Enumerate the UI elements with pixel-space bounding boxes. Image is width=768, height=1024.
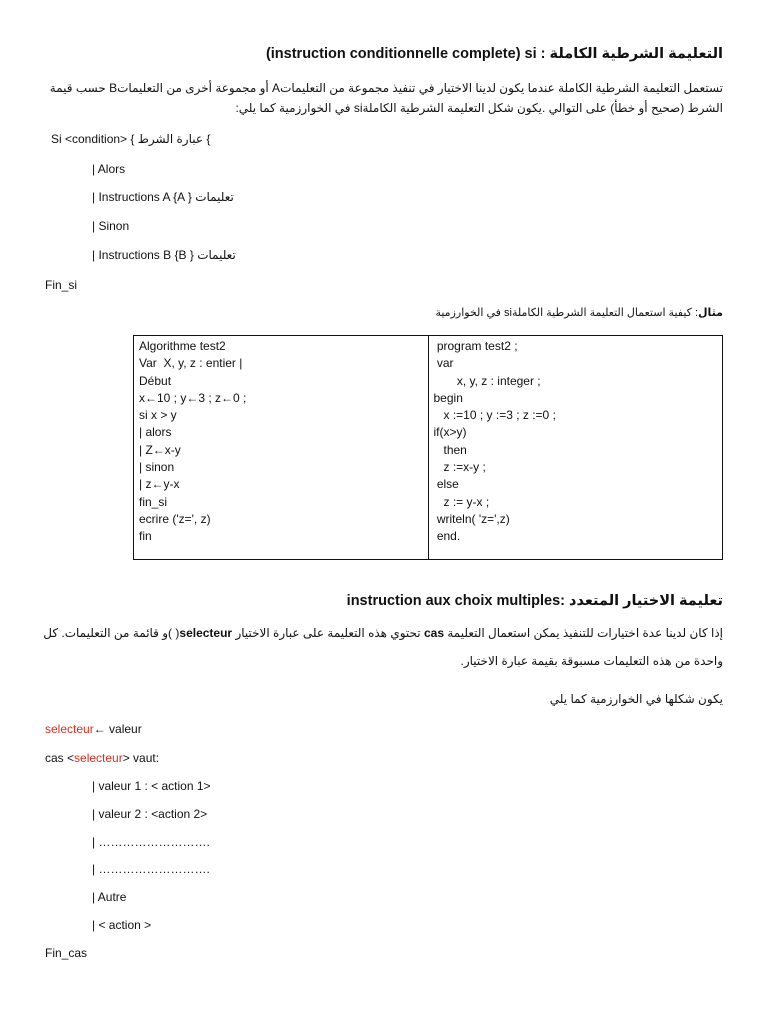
intro-paragraph-line-1: تستعمل التعليمة الشرطية الكاملة عندما يكون لدينا الاختيار في تنفيذ مجموعة من التعليماتA أو مجموعة أخرى من التعليماتB حسب قيمة <box>49 81 723 95</box>
cas-autre: | Autre <box>92 890 127 904</box>
syntax-instructions-a-arabic: تعليمات <box>195 190 234 204</box>
algo-line: si x > y <box>139 408 177 423</box>
algo-line: Var X, y, z : entier | <box>139 356 243 371</box>
assign-rest: ← valeur <box>93 722 142 736</box>
cas-selecteur: selecteur <box>74 751 123 765</box>
algo-line: | alors <box>139 425 172 440</box>
syntax-instructions-b: | Instructions B {B } <box>92 248 194 262</box>
pascal-line: z :=x-y ; <box>433 460 486 475</box>
cas-valeur-1: | valeur 1 : < action 1> <box>92 779 211 793</box>
syntax-instructions-b-arabic: تعليمات <box>197 248 236 262</box>
title-arabic: تعليمة الاختيار المتعدد <box>569 593 723 609</box>
pascal-line: z := y-x ; <box>433 494 490 509</box>
algo-line: Début <box>139 373 172 388</box>
syntax-si-line <box>51 132 210 146</box>
pascal-line: program test2 ; <box>433 339 518 353</box>
pascal-line: then <box>433 442 467 457</box>
algo-line: fin_si <box>139 494 168 509</box>
syntax-si: Si <condition> { <box>51 132 135 146</box>
intro-paragraph-line-2: الشرط (صحيح أو خطأ) على التوالي .يكون شكل التعليمة الشرطية الكاملةsi في الخوارزمية كما يلي: <box>235 101 723 115</box>
cas-action: | < action > <box>92 918 152 932</box>
syntax-sinon: | Sinon <box>92 219 130 233</box>
pascal-line: end. <box>433 529 461 544</box>
algo-line: Algorithme test2 <box>139 339 226 353</box>
cas-valeur-2: | valeur 2 : <action 2> <box>92 807 208 821</box>
pascal-line: x, y, z : integer ; <box>433 373 541 388</box>
pascal-cell <box>428 336 723 560</box>
multi-choice-line-1 <box>43 626 723 640</box>
syntax-instructions-b-line <box>92 248 236 262</box>
section-title-conditional: التعليمة الشرطية الكاملة : instruction conditionnelle complete) si) <box>265 46 723 62</box>
selecteur-var: selecteur <box>45 722 94 736</box>
pascal-line: begin <box>433 390 463 405</box>
line1-part-a: إذا كان لدينا عدة اختيارات للتنفيذ يمكن استعمال التعليمة <box>447 626 723 640</box>
pascal-line: if(x>y) <box>433 425 467 440</box>
algo-line: | z←y-x <box>139 477 180 492</box>
pascal-line: x :=10 ; y :=3 ; z :=0 ; <box>433 408 556 423</box>
multi-choice-line-3: يكون شكلها في الخوارزمية كما يلي <box>549 692 723 706</box>
syntax-si-arabic: } عبارة الشرط <box>137 132 211 146</box>
cas-close: > vaut: <box>122 751 160 765</box>
example-caption <box>435 306 723 319</box>
cas-dots-1: | ………………………. <box>92 835 210 849</box>
selecteur-assignment <box>45 722 142 736</box>
selecteur-keyword: selecteur <box>179 626 233 640</box>
section-title-multiple-choice <box>347 593 723 609</box>
cas-header <box>45 751 159 765</box>
algo-line: fin <box>139 529 152 544</box>
syntax-instructions-a: | Instructions A {A } <box>92 190 192 204</box>
cas-dots-2: | ………………………. <box>92 862 210 876</box>
algorithm-cell <box>134 336 429 560</box>
line1-part-c: ( )و قائمة من التعليمات. كل <box>43 626 180 640</box>
algo-line: x←10 ; y←3 ; z←0 ; <box>139 390 247 405</box>
algo-line: ecrire ('z=', z) <box>139 511 211 526</box>
cas-keyword: cas <box>423 626 445 640</box>
pascal-line: else <box>433 477 459 492</box>
syntax-instructions-a-line <box>92 190 234 204</box>
pascal-line: var <box>433 356 454 371</box>
cas-open: cas < <box>45 751 75 765</box>
example-text: : كيفية استعمال التعليمة الشرطية الكاملةsi في الخوارزمية <box>435 307 699 319</box>
pascal-line: writeln( 'z=',z) <box>433 511 510 526</box>
code-comparison-table <box>133 335 723 560</box>
fin-cas: Fin_cas <box>45 946 88 960</box>
syntax-fin-si: Fin_si <box>45 278 78 292</box>
line1-part-b: تحتوي هذه التعليمة على عبارة الاختيار <box>235 626 421 640</box>
multi-choice-line-2: واحدة من هذه التعليمات مسبوقة بقيمة عبارة الاختيار. <box>460 654 723 668</box>
title-french: instruction aux choix multiples: <box>346 593 566 609</box>
syntax-alors: | Alors <box>92 162 126 176</box>
algo-line: | sinon <box>139 460 175 475</box>
algo-line: | Z←x-y <box>139 442 181 457</box>
example-label: مثال <box>698 307 723 319</box>
